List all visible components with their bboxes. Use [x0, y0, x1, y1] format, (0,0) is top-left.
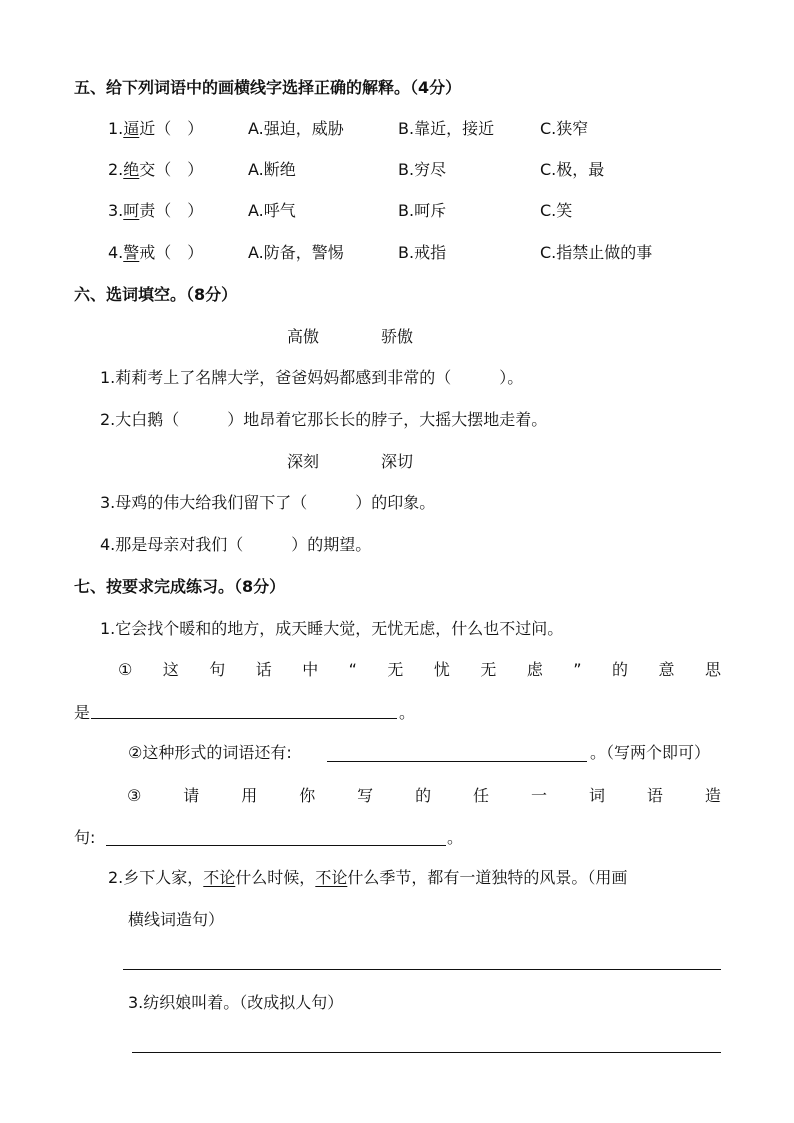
option-a: A.防备，警惕 — [248, 243, 344, 262]
fill-question-3[interactable]: 3.母鸡的伟大给我们留下了（ ）的印象。 — [100, 493, 436, 512]
exercise-1a-answer-line[interactable] — [91, 718, 397, 719]
item-number: 3. — [108, 201, 124, 220]
word-choice-2a: 深刻 — [287, 452, 320, 471]
item-word-rest[interactable]: 责（ ） — [139, 201, 204, 220]
word-choice-1a: 高傲 — [287, 327, 320, 346]
exercise-1-sentence: 1.它会找个暖和的地方，成天睡大觉，无忧无虑，什么也不过问。 — [100, 619, 564, 638]
underlined-word: 不论 — [203, 868, 236, 887]
section5-heading: 五、给下列词语中的画横线字选择正确的解释。（4分） — [74, 78, 462, 97]
exercise-1b-suffix: 。（写两个即可） — [590, 743, 711, 762]
exercise-1a-tail-start: 是 — [74, 703, 91, 722]
exercise-2-prompt-cont: 横线词造句） — [128, 910, 225, 929]
option-b: B.穷尽 — [398, 160, 447, 179]
fill-question-1[interactable]: 1.莉莉考上了名牌大学，爸爸妈妈都感到非常的（ ）。 — [100, 368, 524, 387]
option-a: A.强迫，威胁 — [248, 119, 344, 138]
item-number: 4. — [108, 243, 124, 262]
exercise-2-answer-line[interactable] — [123, 969, 721, 970]
underlined-char: 绝 — [123, 160, 140, 179]
item-word-rest[interactable]: 交（ ） — [139, 160, 204, 179]
exercise-1b-answer-line[interactable] — [327, 761, 587, 762]
underlined-char: 逼 — [123, 119, 140, 138]
word-choice-2b: 深切 — [381, 452, 414, 471]
exercise-1c-tail-start: 句: — [74, 828, 96, 847]
word-choice-1b: 骄傲 — [381, 327, 414, 346]
option-c: C.狭窄 — [540, 119, 589, 138]
exercise-3-answer-line[interactable] — [132, 1052, 721, 1053]
item-number: 1. — [108, 119, 124, 138]
option-b: B.戒指 — [398, 243, 447, 262]
option-c: C.指禁止做的事 — [540, 243, 653, 262]
exercise-1a-tail-end: 。 — [399, 703, 416, 722]
underlined-char: 警 — [123, 243, 140, 262]
exercise-1b-prefix: ②这种形式的词语还有: — [128, 743, 292, 762]
exercise-1c-prompt: ③ 请 用 你 写 的 任 一 词 语 造 — [127, 786, 721, 805]
option-a: A.呼气 — [248, 201, 296, 220]
item-number: 2. — [108, 160, 124, 179]
exercise-2-prompt: 2.乡下人家，不论什么时候，不论什么季节，都有一道独特的风景。（用画 — [108, 868, 628, 887]
option-b: B.呵斥 — [398, 201, 447, 220]
exercise-3-prompt: 3.纺织娘叫着。（改成拟人句） — [128, 993, 344, 1012]
section7-heading: 七、按要求完成练习。（8分） — [74, 577, 286, 596]
option-a: A.断绝 — [248, 160, 296, 179]
underlined-word: 不论 — [315, 868, 348, 887]
option-b: B.靠近，接近 — [398, 119, 495, 138]
fill-question-4[interactable]: 4.那是母亲对我们（ ）的期望。 — [100, 535, 372, 554]
item-word-rest[interactable]: 戒（ ） — [139, 243, 204, 262]
exercise-1a-prompt: ① 这 句 话 中 “ 无 忧 无 虑 ” 的 意 思 — [118, 660, 721, 679]
item-word-rest[interactable]: 近（ ） — [139, 119, 204, 138]
fill-question-2[interactable]: 2.大白鹅（ ）地昂着它那长长的脖子，大摇大摆地走着。 — [100, 410, 548, 429]
section6-heading: 六、选词填空。（8分） — [74, 285, 238, 304]
underlined-char: 呵 — [123, 201, 140, 220]
exercise-1c-tail-end: 。 — [447, 828, 464, 847]
option-c: C.笑 — [540, 201, 573, 220]
exercise-1c-answer-line[interactable] — [106, 845, 446, 846]
option-c: C.极，最 — [540, 160, 605, 179]
